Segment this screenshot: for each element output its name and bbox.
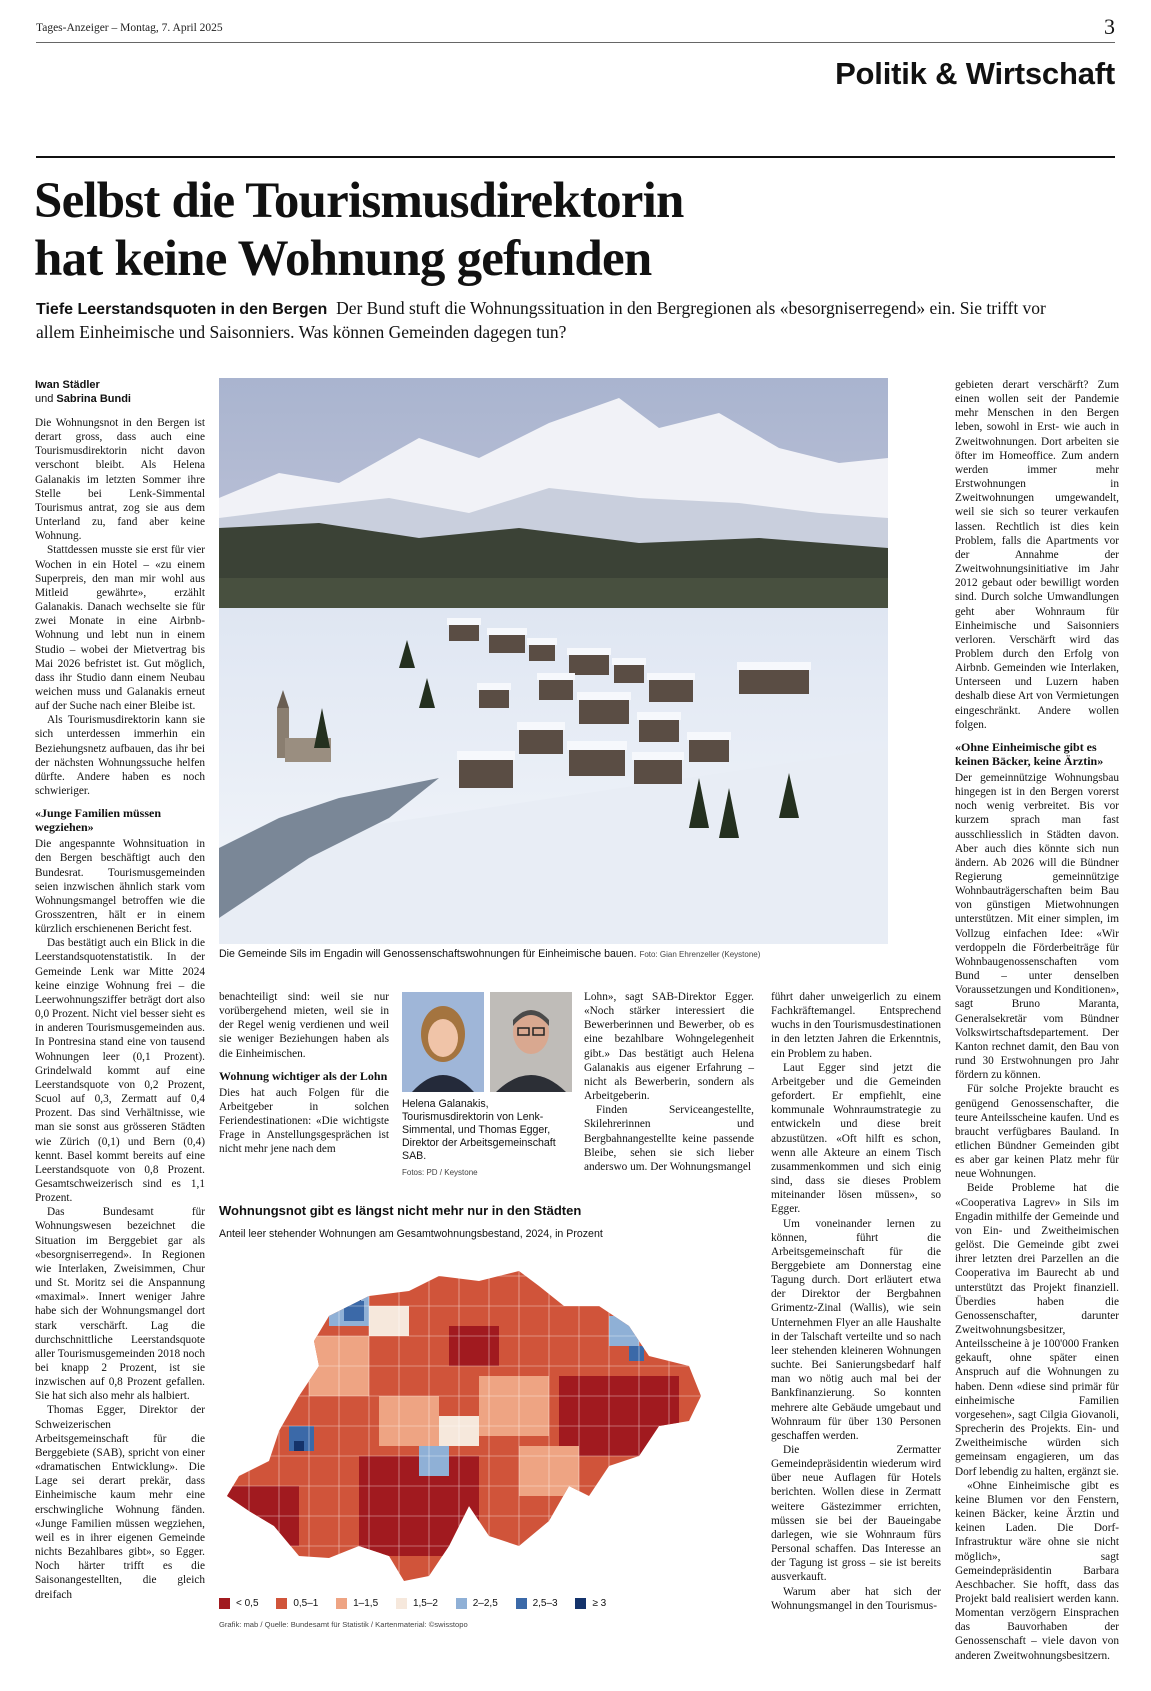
- page-number: 3: [1104, 14, 1115, 39]
- legend-item: [575, 1598, 606, 1609]
- author-1: Iwan Städler: [35, 379, 100, 391]
- paragraph: Das Bundesamt für Wohnungswesen bezeichnet die Situation im Berggebiet gar als «besorgniserregend». In Regionen wie Interlaken, Zweisimmen, Chur und St. Moritz sei die Anspannung «maximal». Innert weniger Jahre habe sich der Wohnungsmangel dort stark verschärft. Lag die durchschnittliche Leerstandsquote aller Tourismusgemeinden 2018 noch bei knapp 2 Prozent, ist sie inzwischen auf 0,8 Prozent gefallen. Sie hat sich also mehr als halbiert.: [35, 1206, 205, 1403]
- column-3: [584, 990, 754, 1174]
- legend-swatch-3: [336, 1598, 347, 1609]
- legend-swatch-1: [219, 1598, 230, 1609]
- subheading: Wohnung wichtiger als der Lohn: [219, 1068, 388, 1083]
- paragraph: Laut Egger sind jetzt die Arbeitgeber und die Gemeinden gefordert. Er empfiehlt, eine kommunale Wohnraumstrategie zu entwickeln und diese breit abzustützen. «Oft hilft es schon, wenn alle Akteure an einem Tisch zusammenkommen und sich einig sind, dass sie dieses Problem miteinander lösen müssen», so Egger.: [771, 1061, 941, 1216]
- photo-credit: Foto: Gian Ehrenzeller (Keystone): [639, 950, 761, 959]
- portrait-credit: Fotos: PD / Keystone: [402, 1168, 478, 1177]
- author-and: und: [35, 393, 54, 405]
- portrait-caption-text: Helena Galanakis, Tourismusdirektorin von Lenk-Simmental, und Thomas Egger, Direktor der Arbeitsgemeinschaft SAB.: [402, 1098, 556, 1162]
- legend-swatch-5: [456, 1598, 467, 1609]
- legend-item: [516, 1598, 558, 1609]
- headline-line-2: hat keine Wohnung gefunden: [34, 231, 652, 287]
- portrait-caption: [402, 1098, 572, 1179]
- paragraph: Die angespannte Wohnsituation in den Bergen beschäftigt auch den Bundesrat. Tourismusgemeinden seien inzwischen ähnlich stark vom Wohnungsmangel betroffen wie die Grosszentren, hält er in einem kürzlich erschienenen Bericht fest.: [35, 838, 205, 936]
- photo-caption: [219, 948, 888, 961]
- paragraph: Der gemeinnützige Wohnungsbau hingegen ist in den Bergen vorerst noch wenig verbreitet. Bis vor kurzem sprach man fast ausschliesslich in Städten davon. Aber auch dies könnte sich nun ändern. Ab 2026 will die Bündner Regierung gemeinnützige Wohnbauträgerschaften beim Bau von günstigen Mietwohnungen unterstützen. Mit einer simplen, im Vollzug einfachen Idee: «Wir verdoppeln die Förderbeiträge für Wohnbaugenossenschaften vom Bund – unter denselben Voraussetzungen und Konditionen», sagt Bruno Maranta, Generalsekretär vom Bündner Volkswirtschaftsdepartement. Der Kanton rechnet damit, den Bau von rund 30 Erstwohnungen pro Jahr fördern zu können.: [955, 771, 1119, 1082]
- legend-swatch-4: [396, 1598, 407, 1609]
- top-rule: [36, 42, 1115, 43]
- switzerland-vacancy-map: [219, 1246, 705, 1596]
- legend-label: 1,5–2: [412, 1598, 438, 1609]
- portrait-galanakis: [402, 992, 484, 1092]
- headline-line-1: Selbst die Tourismusdirektorin: [34, 173, 684, 229]
- paragraph: Warum aber hat sich der Wohnungsmangel in den Tourismus-: [771, 1585, 941, 1612]
- subheading: «Junge Familien müssen wegziehen»: [35, 806, 162, 835]
- paragraph: Als Tourismusdirektorin kann sie sich unterdessen immerhin ein Beziehungsnetz aufbauen, das ihr bei der nächsten Wohnungssuche helfen dürfte. Andere haben es noch schwieriger.: [35, 714, 205, 798]
- paragraph: gebieten derart verschärft? Zum einen wollen seit der Pandemie mehr Menschen in den Bergen leben, sowohl in Erst- wie auch in Zweitwohnungen. Dort arbeiten sie öfter im Homeoffice. Zum andern werden immer mehr Erstwohnungen in Zweitwohnungen umgewandelt, weil sie sich so teurer verkaufen lassen. Rechtlich ist dies kein Problem, falls die Apartments vor der Annahme der Zweitwohnungsinitiative im Jahr 2012 gebaut oder bewilligt worden sind. Durch solche Umwandlungen geht aber Wohnraum für Einheimische und Saisonniers verloren. Verschärft wird das Problem durch den Erfolg von Airbnb. Gemeinden wie Interlaken, Unterseen und Luzern haben deshalb diese Art von Vermietungen eingeschränkt. Andere wollen folgen.: [955, 379, 1119, 731]
- legend-item: [276, 1598, 318, 1609]
- portrait-galanakis-photo: [402, 992, 484, 1092]
- paragraph: Um voneinander lernen zu können, führt die Arbeitsgemeinschaft für die Berggebiete am Donnerstag eine Tagung durch. Dort erläutert etwa der Direktor der Bergbahnen Grimentz-Zinal (Wallis), wie sein Unternehmen Flyer an alle Haushalte in der Talschaft verteilte und so nach leer stehenden kleineren Wohnungen suchte. Bei Sanierungsbedarf half man wo nötig auch mal bei der Bankfinanzierung. So konnten mehrere alte Gebäude umgebaut und Wohnraum für über 130 Personen geschaffen werden.: [771, 1217, 941, 1442]
- paragraph: Für solche Projekte braucht es genügend Genossenschafter, die teure Anteilsscheine kaufen. Und es braucht verfügbares Bauland. In etlichen Bündner Gemeinden gibt es aber gar keinen Platz mehr für neue Wohnungen.: [955, 1083, 1119, 1181]
- legend-swatch-2: [276, 1598, 287, 1609]
- paragraph: Die Wohnungsnot in den Bergen ist derart gross, dass auch eine Tourismusdirektorin nicht davon verschont bleibt. Als Helena Galanakis im letzten Sommer ihre Stelle bei Lenk-Simmental Tourismus antrat, zog sie aus dem Unterland zu, fand aber keine Wohnung.: [35, 417, 205, 543]
- paragraph: Finden Serviceangestellte, Skilehrerinnen und Bergbahnangestellte keine passende Bleibe, sehen sie sich lieber anderswo um. Der Wohnungsmangel: [584, 1104, 754, 1173]
- column-1: [35, 378, 205, 1602]
- map-subtitle: Anteil leer stehender Wohnungen am Gesamtwohnungsbestand, 2024, in Prozent: [219, 1228, 603, 1240]
- legend-label: 2,5–3: [532, 1598, 558, 1609]
- subheading: «Ohne Einheimische gibt es keinen Bäcker, keine Ärztin»: [955, 739, 1104, 768]
- legend-item: [396, 1598, 438, 1609]
- portrait-egger: [490, 992, 572, 1092]
- paragraph: Beide Probleme hat die «Cooperativa Lagrev» in Sils im Engadin mithilfe der Gemeinde und von Ein- und Zweitheimischen gelöst. Die Gemeinde gibt zwei ihrer letzten drei Parzellen an die Cooperativa im Baurecht ab und unterstützt das Projekt finanziell. Überdies haben die Genossenschafter, darunter Zweitwohnungsbesitzer, Anteilsscheine à je 100'000 Franken gekauft, ohne später einen Anspruch auf die Wohnungen zu haben. Denn «diese sind primär für einheimische Familien vorgesehen», sagt Cilgia Giovanoli, Sprecherin des Projekts. Ein- und Zweitheimische würden sich gemeinsam engagieren, um das Dorf lebendig zu halten, ergänzt sie.: [955, 1182, 1119, 1478]
- legend-item: [336, 1598, 378, 1609]
- legend-label: 0,5–1: [293, 1598, 319, 1609]
- author-2: Sabrina Bundi: [56, 393, 131, 405]
- paragraph: Das bestätigt auch ein Blick in die Leerstandsquotenstatistik. In der Gemeinde Lenk war Mitte 2024 keine einzige Wohnung frei – die Leerwohnungsziffer beträgt dort also 0,0 Prozent. Nicht viel besser sieht es in anderen Tourismusgemeinden aus. In Pontresina stand eine von tausend Wohnungen leer (0,1 Prozent). Grindelwald kommt auf eine Leerstandsquote von 0,2 Prozent, Scuol auf 0,3, Zermatt auf 0,4 Prozent. Das sind Verhältnisse, wie man sie sonst aus grösseren Städten wie Zürich (0,1) und Bern (0,4) kennt. Basel kommt bereits auf eine Leerstandsquote von 0,8 Prozent. Gesamtschweizerisch sind es 1,1 Prozent.: [35, 937, 205, 1205]
- headline-rule: [36, 156, 1115, 158]
- sils-village-photo: [219, 378, 888, 944]
- lead-kicker: Tiefe Leerstandsquoten in den Bergen: [36, 301, 328, 318]
- legend-label: < 0,5: [236, 1598, 259, 1609]
- legend-label: ≥ 3: [592, 1598, 607, 1609]
- legend-item: [219, 1598, 259, 1609]
- paragraph: benachteiligt sind: weil sie nur vorübergehend mieten, weil sie in der Regel wenig verdienen und weil sie weniger Beziehungen haben als die Einheimischen.: [219, 991, 389, 1060]
- legend-label: 1–1,5: [353, 1598, 379, 1609]
- paragraph: «Ohne Einheimische gibt es keine Blumen vor den Fenstern, keinen Bäcker, keine Ärztin und keinen Laden. Die Dorf-Infrastruktur wäre ohne sie nicht möglich», sagt Gemeindepräsidentin Barbara Aeschbacher. Sie hofft, dass das Projekt bald realisiert werden kann. Momentan verzögern Einsprachen das Bauvorhaben der Genossenschaft – viele davon von anderen Zweitwohnungsbesitzern.: [955, 1479, 1119, 1662]
- column-5: [955, 378, 1119, 1663]
- legend-swatch-7: [575, 1598, 586, 1609]
- running-head: Tages-Anzeiger – Montag, 7. April 2025: [36, 22, 223, 34]
- map-title: Wohnungsnot gibt es längst nicht mehr nur in den Städten: [219, 1203, 582, 1218]
- paragraph: Die Zermatter Gemeindepräsidentin wiederum wird über neue Auflagen für Hotels berichten. Wollen diese in Zermatt weitere Gästezimmer errichten, müssen sie bei der Baueingabe darlegen, wie sie Wohnraum fürs Personal schaffen. Das Interesse an der Tagung ist gross – sie ist bereits ausverkauft.: [771, 1444, 941, 1584]
- paragraph: Thomas Egger, Direktor der Schweizerischen Arbeitsgemeinschaft für die Berggebiete (SAB), spricht von einer «dramatischen Entwicklung». Die Lage sei derart prekär, dass Einheimische kaum mehr eine erschwingliche Wohnung fänden. «Junge Familien müssen wegziehen, weil es in ihrer eigenen Gemeinde nichts Bezahlbares gibt», so Egger. Noch härter trifft es die Saisonangestellten, die gleich dreifach: [35, 1404, 205, 1601]
- lead-text: Der Bund stuft die Wohnungssituation in den Bergregionen als «besorgniserregend» ein. Sie trifft vor allem Einheimische und Saisonniers. Was können Gemeinden dagegen tun?: [36, 298, 1046, 342]
- legend-item: [456, 1598, 498, 1609]
- section-title: Politik & Wirtschaft: [835, 56, 1115, 91]
- photo-caption-text: Die Gemeinde Sils im Engadin will Genossenschaftswohnungen für Einheimische bauen.: [219, 948, 637, 960]
- main-photo: [219, 378, 888, 944]
- byline: [35, 378, 205, 406]
- paragraph: Stattdessen musste sie erst für vier Wochen in ein Hotel – «zu einem Superpreis, den man mir wohl aus Mitleid gewährte», erzählt Galanakis. Danach wechselte sie für zwei Monate in eine Airbnb-Wohnung und lebt nun in einem Studio – wobei der Mietvertrag bis Mai 2026 befristet ist. Gut möglich, dass ihr Studio dann einem Neubau weichen muss und Galanakis erneut auf der Suche nach einer Bleibe ist.: [35, 544, 205, 713]
- paragraph: Dies hat auch Folgen für die Arbeitgeber in solchen Feriendestinationen: «Die wichtigste Frage in Anstellungsgesprächen ist nicht mehr jene nach dem: [219, 1086, 389, 1156]
- map-legend: [219, 1598, 639, 1612]
- column-4: [771, 990, 941, 1613]
- headline: [34, 172, 684, 288]
- legend-label: 2–2,5: [472, 1598, 498, 1609]
- paragraph: führt daher unweigerlich zu einem Fachkräftemangel. Entsprechend wuchs in den Tourismusdestinationen in den letzten Jahren die Erkenntnis, ein Problem zu haben.: [771, 991, 942, 1060]
- column-2: [219, 990, 389, 1157]
- legend-swatch-6: [516, 1598, 527, 1609]
- map-source: Grafik: mab / Quelle: Bundesamt für Statistik / Kartenmaterial: ©swisstopo: [219, 1620, 468, 1629]
- portrait-egger-photo: [490, 992, 572, 1092]
- vacancy-map: [219, 1246, 705, 1596]
- lead: [36, 297, 1046, 343]
- paragraph: Lohn», sagt SAB-Direktor Egger. «Noch stärker interessiert die Bewerberinnen und Bewerber, ob es eine bezahlbare Wohngelegenheit gibt.» Das bestätigt auch Helena Galanakis aus eigener Erfahrung – nicht als Bewerberin, sondern als Arbeitgeberin.: [584, 991, 754, 1103]
